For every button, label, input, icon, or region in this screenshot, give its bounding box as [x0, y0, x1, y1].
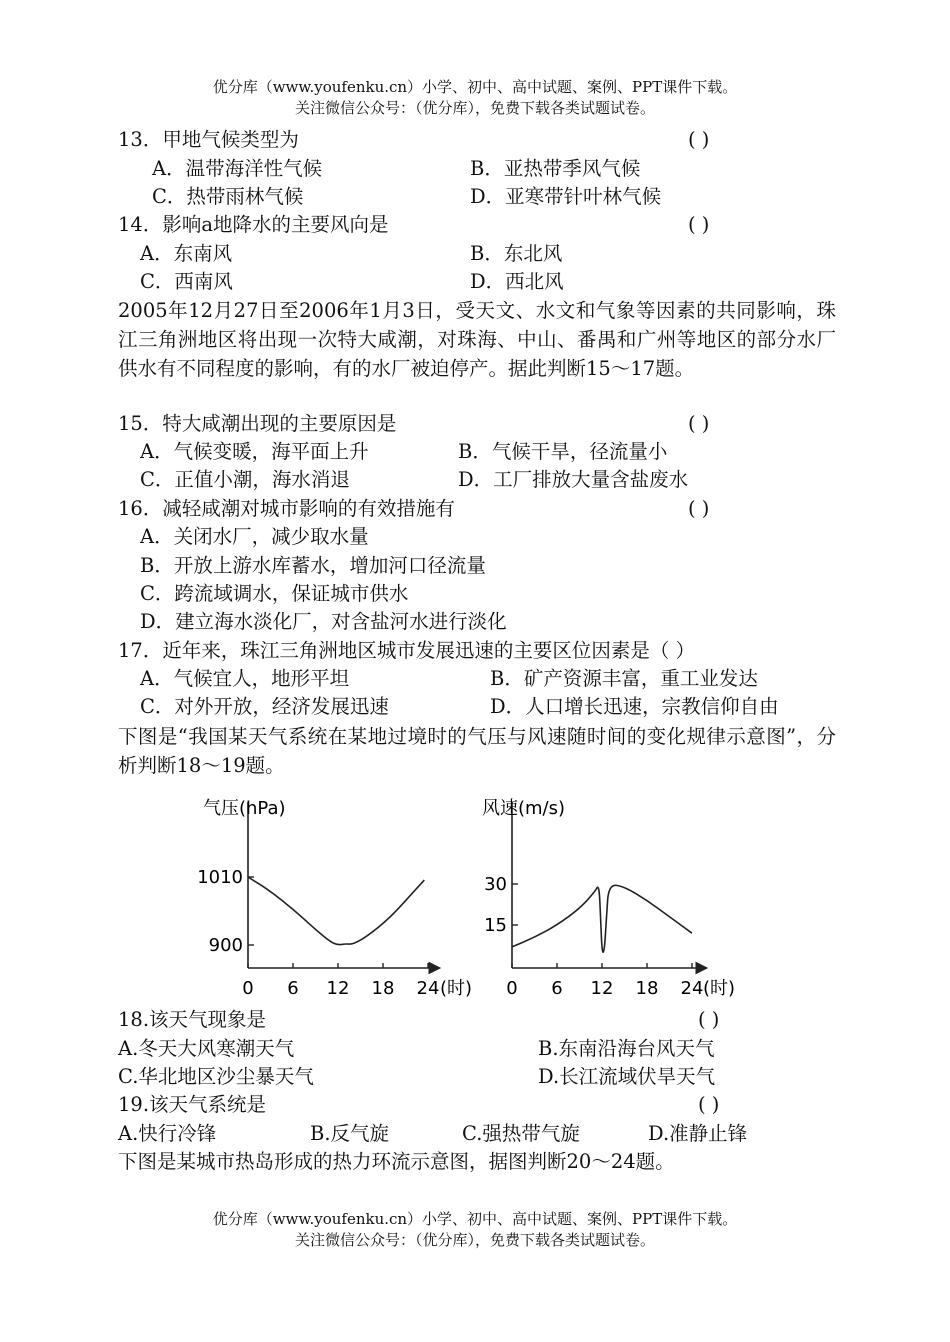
- question-19-option-a: A.快行冷锋: [118, 1122, 217, 1145]
- question-14-option-a: A．东南风: [140, 242, 233, 265]
- question-16-stem: 16．减轻咸潮对城市影响的有效措施有: [118, 497, 455, 520]
- pressure-y-tick-label: 900: [208, 935, 243, 956]
- pressure-x-tick-label: 6: [287, 978, 299, 999]
- pressure-wind-charts: [0, 790, 950, 1010]
- question-18-stem: 18.该天气现象是: [118, 1008, 267, 1031]
- question-13-stem: 13．甲地气候类型为: [118, 128, 299, 151]
- question-15-option-b: B．气候干旱，径流量小: [458, 440, 668, 463]
- question-14-stem: 14．影响a地降水的主要风向是: [118, 213, 389, 236]
- question-17-option-a: A．气候宜人，地形平坦: [140, 667, 350, 690]
- header-line-1: 优分库（www.youfenku.cn）小学、初中、高中试题、案例、PPT课件下载。: [212, 78, 738, 96]
- wind-x-tick-label: 6: [551, 978, 563, 999]
- wind-x-tick-label: 0: [506, 978, 518, 999]
- question-15-option-c: C．正值小潮，海水消退: [140, 468, 350, 491]
- wind-x-tick-label: 12: [590, 978, 614, 999]
- question-18-option-b: B.东南沿海台风天气: [538, 1037, 715, 1060]
- passage-chart-intro: 下图是“我国某天气系统在某地过境时的气压与风速随时间的变化规律示意图”，分析判断18～19题。: [118, 725, 836, 777]
- pressure-axis-label: 气压(hPa): [203, 798, 286, 819]
- pressure-x-tick-label: 18: [371, 978, 395, 999]
- question-16-option-a: A．关闭水厂，减少取水量: [140, 525, 369, 548]
- pressure-y-tick-label: 1010: [197, 867, 243, 888]
- wind-axis-label: 风速(m/s): [482, 798, 566, 819]
- question-14-option-c: C．西南风: [140, 270, 233, 293]
- question-18-option-a: A.冬天大风寒潮天气: [118, 1037, 295, 1060]
- question-19-stem: 19.该天气系统是: [118, 1093, 267, 1116]
- question-18-option-c: C.华北地区沙尘暴天气: [118, 1065, 314, 1088]
- wind-time-unit: (时): [703, 978, 736, 999]
- question-17-option-c: C．对外开放，经济发展迅速: [140, 695, 389, 718]
- question-19-bracket: ( ): [698, 1093, 720, 1116]
- question-17-option-b: B．矿产资源丰富，重工业发达: [490, 667, 758, 690]
- passage-salt-tide: 2005年12月27日至2006年1月3日，受天文、水文和气象等因素的共同影响，珠江三角洲地区将出现一次特大咸潮，对珠海、中山、番禺和广州等地区的部分水厂供水有不同程度的影响，有的水厂被迫停产。据此判断15～17题。: [118, 299, 836, 380]
- wind-speed-curve: [512, 885, 692, 952]
- question-15-option-d: D．工厂排放大量含盐废水: [458, 468, 689, 491]
- question-15-stem: 15．特大咸潮出现的主要原因是: [118, 412, 397, 435]
- header-line-2: 关注微信公众号：（优分库），免费下载各类试题试卷。: [294, 99, 655, 117]
- question-14-bracket: ( ): [688, 213, 710, 236]
- question-16-option-d: D．建立海水淡化厂，对含盐河水进行淡化: [140, 610, 507, 633]
- passage-heat-island: 下图是某城市热岛形成的热力环流示意图，据图判断20～24题。: [118, 1150, 675, 1173]
- footer-line-1: 优分库（www.youfenku.cn）小学、初中、高中试题、案例、PPT课件下载。: [212, 1210, 738, 1228]
- question-16-bracket: ( ): [688, 497, 710, 520]
- question-18-bracket: ( ): [698, 1008, 720, 1031]
- question-16-option-c: C．跨流域调水，保证城市供水: [140, 582, 409, 605]
- wind-y-tick-label: 15: [484, 915, 507, 936]
- question-13-option-a: A．温带海洋性气候: [152, 157, 323, 180]
- question-13-bracket: ( ): [688, 128, 710, 151]
- question-17-option-d: D．人口增长迅速，宗教信仰自由: [490, 695, 779, 718]
- question-19-option-c: C.强热带气旋: [462, 1122, 580, 1145]
- pressure-x-tick-label: 12: [326, 978, 350, 999]
- pressure-x-tick-label: 0: [242, 978, 254, 999]
- question-14-option-b: B．东北风: [470, 242, 563, 265]
- question-19-option-d: D.准静止锋: [648, 1122, 748, 1145]
- wind-x-tick-label: 18: [635, 978, 659, 999]
- question-19-option-b: B.反气旋: [310, 1122, 390, 1145]
- question-15-option-a: A．气候变暖，海平面上升: [140, 440, 369, 463]
- pressure-x-tick-label: 24: [416, 978, 440, 999]
- pressure-time-unit: (时): [440, 978, 473, 999]
- wind-y-tick-label: 30: [484, 874, 507, 895]
- question-18-option-d: D.长江流域伏旱天气: [538, 1065, 716, 1088]
- question-16-option-b: B．开放上游水库蓄水，增加河口径流量: [140, 554, 486, 577]
- question-13-option-c: C．热带雨林气候: [152, 185, 304, 208]
- question-14-option-d: D．西北风: [470, 270, 564, 293]
- question-17-stem: 17．近年来，珠江三角洲地区城市发展迅速的主要区位因素是（ ）: [118, 639, 696, 662]
- question-13-option-d: D．亚寒带针叶林气候: [470, 185, 662, 208]
- question-15-bracket: ( ): [688, 412, 710, 435]
- pressure-curve: [248, 877, 424, 945]
- question-13-option-b: B．亚热带季风气候: [470, 157, 641, 180]
- wind-x-tick-label: 24: [680, 978, 704, 999]
- footer-line-2: 关注微信公众号：（优分库），免费下载各类试题试卷。: [294, 1231, 655, 1249]
